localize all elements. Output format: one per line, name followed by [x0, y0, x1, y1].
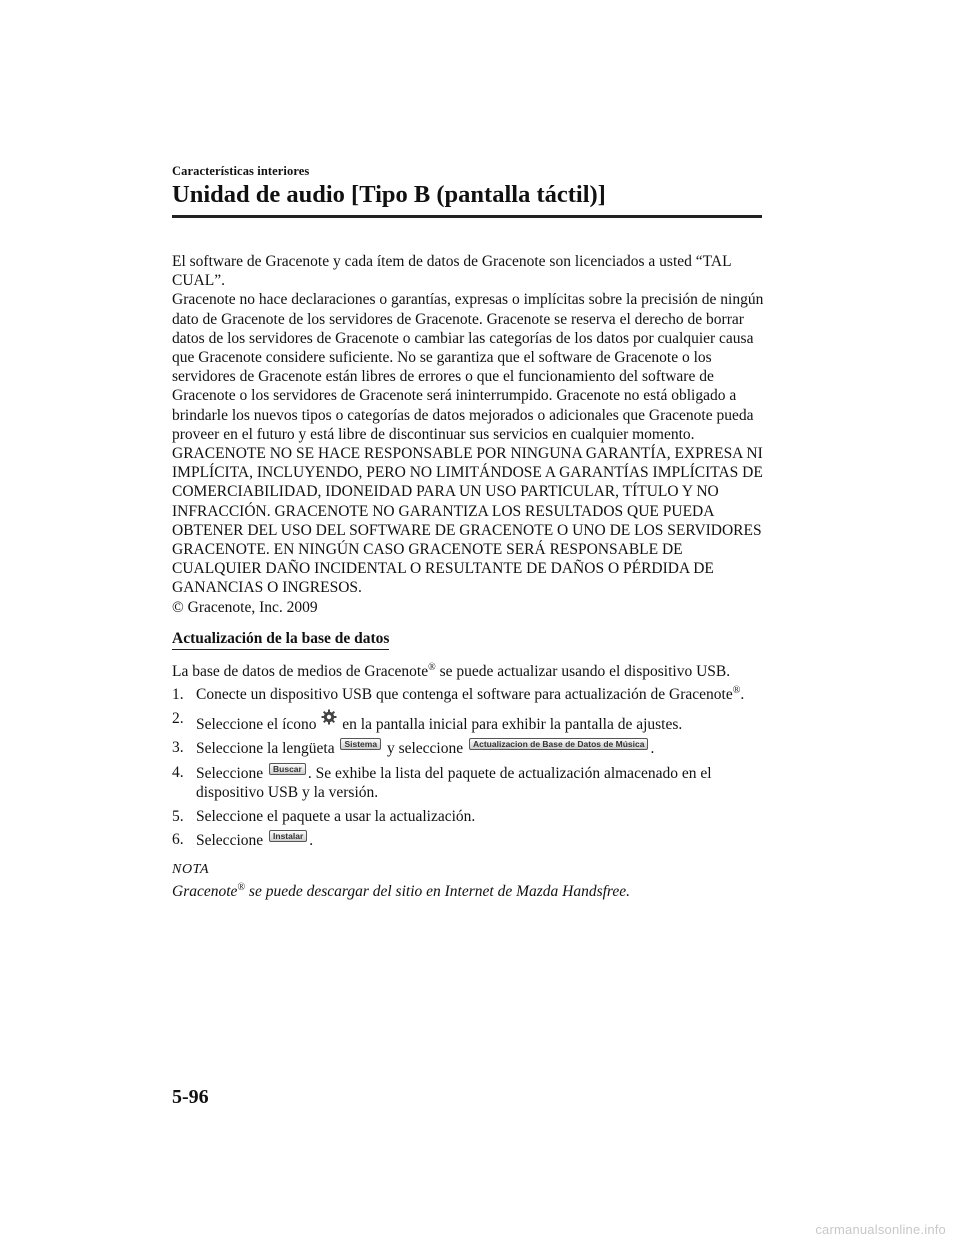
buscar-button: Buscar	[269, 763, 306, 775]
page-content	[172, 252, 772, 901]
step-text: .	[309, 832, 314, 850]
step-number: 6.	[172, 831, 184, 849]
page-title: Unidad de audio [Tipo B (pantalla táctil)]	[172, 181, 606, 208]
step-number: 5.	[172, 807, 184, 825]
step-text: Seleccione	[196, 764, 264, 782]
gear-icon	[321, 709, 337, 725]
step-number: 4.	[172, 763, 184, 781]
intro-text-a: La base de datos de medios de Gracenote	[172, 662, 429, 680]
step-item	[172, 685, 772, 705]
note-text	[172, 882, 772, 901]
step-item	[172, 738, 772, 759]
step-number: 2.	[172, 709, 184, 727]
copyright-line: © Gracenote, Inc. 2009	[172, 598, 318, 616]
step-number: 1.	[172, 686, 184, 704]
watermark: carmanualsonline.info	[815, 1222, 946, 1237]
step-text: Conecte un dispositivo USB que contenga el software para actualización de Gracenote	[196, 686, 733, 704]
note-label: NOTA	[172, 861, 210, 877]
instalar-button: Instalar	[269, 830, 307, 842]
sistema-tab-button: Sistema	[340, 738, 381, 750]
step-item	[172, 807, 772, 827]
update-intro	[172, 662, 772, 681]
paragraph-warranty: Gracenote no hace declaraciones o garantías, expresas o implícitas sobre la precisión de ningún dato de Gracenote de los servidores de Gracenote. Gracenote se reserva el derecho de borrar datos de los servidores de Gracenote o cambiar las categorías de los datos por cualquier causa que Gracenote considere suficiente. No se garantiza que el software de Gracenote o los servidores de Gracenote están libres de errores o que el funcionamiento del software de Gracenote o los servidores de Gracenote será ininterrumpido. Gracenote no está obligado a brindarle los nuevos tipos o categorías de datos mejorados o adicionales que Gracenote pueda proveer en el futuro y está libre de discontinuar sus servicios en cualquier momento.	[172, 291, 764, 443]
section-heading-database-update: Actualización de la base de datos	[172, 630, 389, 650]
step-item	[172, 709, 772, 735]
page-number: 5-96	[172, 1086, 209, 1108]
paragraph-disclaimer: GRACENOTE NO SE HACE RESPONSABLE POR NINGUNA GARANTÍA, EXPRESA NI IMPLÍCITA, INCLUYENDO, PERO NO LIMITÁNDOSE A GARANTÍAS IMPLÍCITAS DE COMERCIABILIDAD, IDONEIDAD PARA UN USO PARTICULAR, TÍTULO Y NO INFRACCIÓN. GRACENOTE NO GARANTIZA LOS RESULTADOS QUE PUEDA OBTENER DEL USO DEL SOFTWARE DE GRACENOTE O UNO DE LOS SERVIDORES GRACENOTE. EN NINGÚN CASO GRACENOTE SERÁ RESPONSABLE DE CUALQUIER DAÑO INCIDENTAL O RESULTANTE DE DAÑOS O PÉRDIDA DE GANANCIAS O INGRESOS.	[172, 445, 763, 597]
step-item	[172, 763, 772, 803]
note-text-a: Gracenote	[172, 882, 238, 900]
section-label: Características interiores	[172, 164, 310, 178]
title-divider	[172, 215, 762, 218]
paragraph-license: El software de Gracenote y cada ítem de datos de Gracenote son licenciados a usted “TAL CUAL”.	[172, 253, 731, 290]
music-database-update-button: Actualizacion de Base de Datos de Música	[469, 738, 648, 750]
step-text: en la pantalla inicial para exhibir la pantalla de ajustes.	[342, 715, 683, 733]
registered-mark: ®	[428, 661, 436, 673]
registered-mark: ®	[732, 684, 741, 696]
step-number: 3.	[172, 739, 184, 757]
step-text: .	[740, 686, 745, 704]
step-text: Seleccione el paquete a usar la actualización.	[196, 807, 476, 825]
note-text-b: se puede descargar del sitio en Internet de Mazda Handsfree.	[245, 882, 631, 900]
step-item	[172, 830, 772, 851]
step-text: y seleccione	[386, 740, 464, 758]
update-steps-list	[172, 685, 772, 851]
step-text: .	[650, 740, 655, 758]
step-text: . Se exhibe la lista del paquete de actualización almacenado en el dispositivo USB y la versión.	[196, 764, 712, 802]
intro-text-b: se puede actualizar usando el dispositivo USB.	[435, 662, 731, 680]
step-text: Seleccione el ícono	[196, 715, 317, 733]
registered-mark: ®	[237, 881, 246, 893]
step-text: Seleccione	[196, 832, 264, 850]
step-text: Seleccione la lengüeta	[196, 740, 335, 758]
